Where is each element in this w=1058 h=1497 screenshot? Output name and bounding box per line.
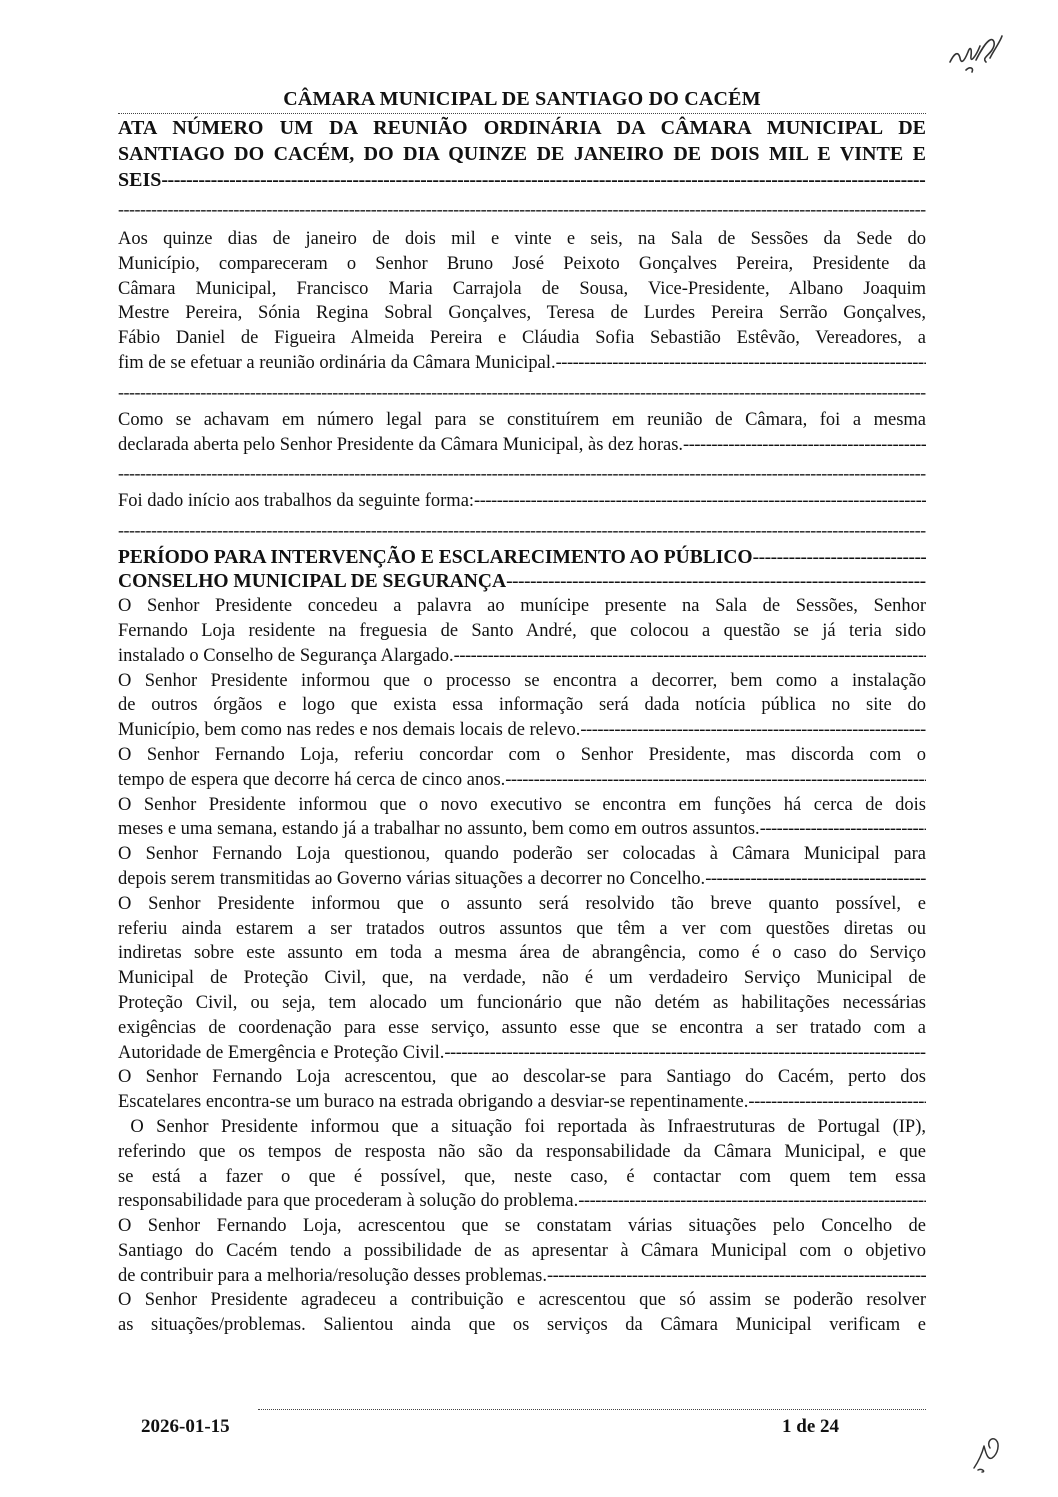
dash-filler [547,1264,926,1289]
dash-separator [118,520,926,540]
text-line: se está a fazer o que é possível, que, neste caso, é contactar com quem tem essa [118,1166,926,1187]
discussion-paragraph [118,743,926,793]
text-line: Município, bem como nas redes e nos demais locais de relevo. [118,720,581,741]
text-line: Escatelares encontra-se um buraco na estrada obrigando a desviar-se repentinamente. [118,1092,749,1113]
dash-separator [118,463,926,483]
dash-separator [118,382,926,402]
text-line: Município, compareceram o Senhor Bruno José Peixoto Gonçalves Pereira, Presidente da [118,253,926,274]
text-line: exigências de coordenação para esse serviço, assunto esse que se encontra a ser tratado com a [118,1017,926,1038]
section-heading [118,546,926,570]
text-line: O Senhor Fernando Loja, referiu concordar com o Senhor Presidente, mas discorda com o [118,744,926,765]
dash-filler [454,644,926,669]
intro-paragraph [118,227,926,376]
footer-divider [258,1409,926,1410]
heading-text: CONSELHO MUNICIPAL DE SEGURANÇA [118,571,507,593]
dash-separator [118,199,926,219]
text-line: referiu ainda estarem a ser tratados outros assuntos que têm a ver com questões diretas ou [118,918,926,939]
text-line: Aos quinze dias de janeiro de dois mil e vinte e seis, na Sala de Sessões da Sede do [118,229,926,249]
text-line: as situações/problemas. Salientou ainda que os serviços da Câmara Municipal verificam e [118,1315,926,1336]
title-line: ATA NÚMERO UM DA REUNIÃO ORDINÁRIA DA CÂMARA MUNICIPAL DE [118,117,926,139]
dash-filler [506,570,926,594]
title-line: SEIS [118,169,162,191]
discussion-paragraph [118,1115,926,1214]
text-line: Municipal de Proteção Civil, que, na verdade, não é um verdadeiro Serviço Municipal de [118,968,926,989]
text-line: instalado o Conselho de Segurança Alargado. [118,645,454,666]
text-line: O Senhor Fernando Loja acrescentou, que ao descolar-se para Santiago do Cacém, perto dos [118,1067,926,1088]
text-line: O Senhor Presidente concedeu a palavra ao munícipe presente na Sala de Sessões, Senhor [118,596,926,617]
discussion-paragraphs [118,594,926,1338]
discussion-paragraph [118,1288,926,1338]
dash-filler [748,1090,926,1115]
text-line: referindo que os tempos de resposta não são da responsabilidade da Câmara Municipal, e que [118,1141,926,1162]
discussion-paragraph [118,594,926,668]
footer-date: 2026-01-15 [141,1416,230,1437]
footer-page-number: 1 de 24 [782,1416,839,1437]
text-line: Foi dado início aos trabalhos da seguinte forma: [118,491,475,512]
text-line: Santiago do Cacém tendo a possibilidade de as apresentar à Câmara Municipal com o objetivo [118,1240,926,1261]
text-line: Como se achavam em número legal para se constituírem em reunião de Câmara, foi a mesma [118,409,926,430]
text-line: Mestre Pereira, Sónia Regina Sobral Gonçalves, Teresa de Lurdes Pereira Serrão Gonçalves, [118,303,926,324]
dash-filler [578,1189,926,1214]
dash-filler [705,867,926,892]
institution-header: CÂMARA MUNICIPAL DE SANTIAGO DO CACÉM [283,88,761,110]
discussion-paragraph [118,1214,926,1288]
discussion-paragraph [118,842,926,892]
heading-text: PERÍODO PARA INTERVENÇÃO E ESCLARECIMENTO AO PÚBLICO [118,547,753,569]
initials-signature-bottom [968,1432,1008,1474]
text-line: Proteção Civil, ou seja, tem alocado um funcionário que não detém as habilitações necessárias [118,992,926,1013]
text-line: Autoridade de Emergência e Proteção Civil. [118,1042,445,1063]
text-line: O Senhor Presidente informou que o assunto será resolvido tão breve quanto possível, e [118,893,926,914]
dash-filler [683,433,926,458]
text-line: O Senhor Presidente agradeceu a contribuição e acrescentou que só assim se poderão resolver [118,1290,926,1311]
text-line: tempo de espera que decorre há cerca de cinco anos. [118,769,506,790]
text-line: fim de se efetuar a reunião ordinária da Câmara Municipal. [118,352,556,373]
discussion-paragraph [118,669,926,743]
dash-filler [474,489,926,514]
text-line: O Senhor Fernando Loja, acrescentou que se constatam várias situações pelo Concelho de [118,1216,926,1237]
text-line: de outros órgãos e logo que exista essa informação será dada notícia pública no site do [118,695,926,716]
title-line: SANTIAGO DO CACÉM, DO DIA QUINZE DE JANEIRO DE DOIS MIL E VINTE E [118,143,926,165]
document-body [118,115,926,1338]
text-line: O Senhor Presidente informou que a situação foi reportada às Infraestruturas de Portugal (IP), [118,1116,926,1137]
dash-filler [753,546,926,570]
dash-filler [556,351,926,376]
subsection-heading [118,570,926,594]
text-line: O Senhor Presidente informou que o processo se encontra a decorrer, bem como a instalação [118,670,926,691]
initials-signature-top [946,32,1006,76]
text-line: Câmara Municipal, Francisco Maria Carrajola de Sousa, Vice-Presidente, Albano Joaquim [118,278,926,299]
text-line: indiretas sobre este assunto em toda a mesma área de abrangência, como é o caso do Serviço [118,943,926,964]
discussion-paragraph [118,892,926,1066]
discussion-paragraph [118,1065,926,1115]
text-line: Fábio Daniel de Figueira Almeida Pereira e Cláudia Sofia Sebastião Estêvão, Vereadores, a [118,328,926,349]
dash-filler [760,817,926,842]
text-line: declarada aberta pelo Senhor Presidente da Câmara Municipal, às dez horas. [118,434,684,455]
dash-filler [161,167,926,193]
discussion-paragraph [118,793,926,843]
text-line: O Senhor Presidente informou que o novo executivo se encontra em funções há cerca de dois [118,794,926,815]
dash-filler [505,768,926,793]
title-last-line [118,167,926,193]
quorum-paragraph [118,408,926,458]
header-divider [118,113,926,114]
text-line: responsabilidade para que procederam à solução do problema. [118,1191,579,1212]
dash-filler [580,718,926,743]
text-line: depois serem transmitidas ao Governo várias situações a decorrer no Concelho. [118,868,706,889]
start-paragraph [118,489,926,514]
dash-filler [444,1041,926,1066]
text-line: de contribuir para a melhoria/resolução desses problemas. [118,1265,547,1286]
text-line: O Senhor Fernando Loja questionou, quando poderão ser colocadas à Câmara Municipal para [118,844,926,865]
text-line: meses e uma semana, estando já a trabalhar no assunto, bem como em outros assuntos. [118,819,760,840]
minutes-title [118,115,926,193]
text-line: Fernando Loja residente na freguesia de Santo André, que colocou a questão se já teria sido [118,620,926,641]
